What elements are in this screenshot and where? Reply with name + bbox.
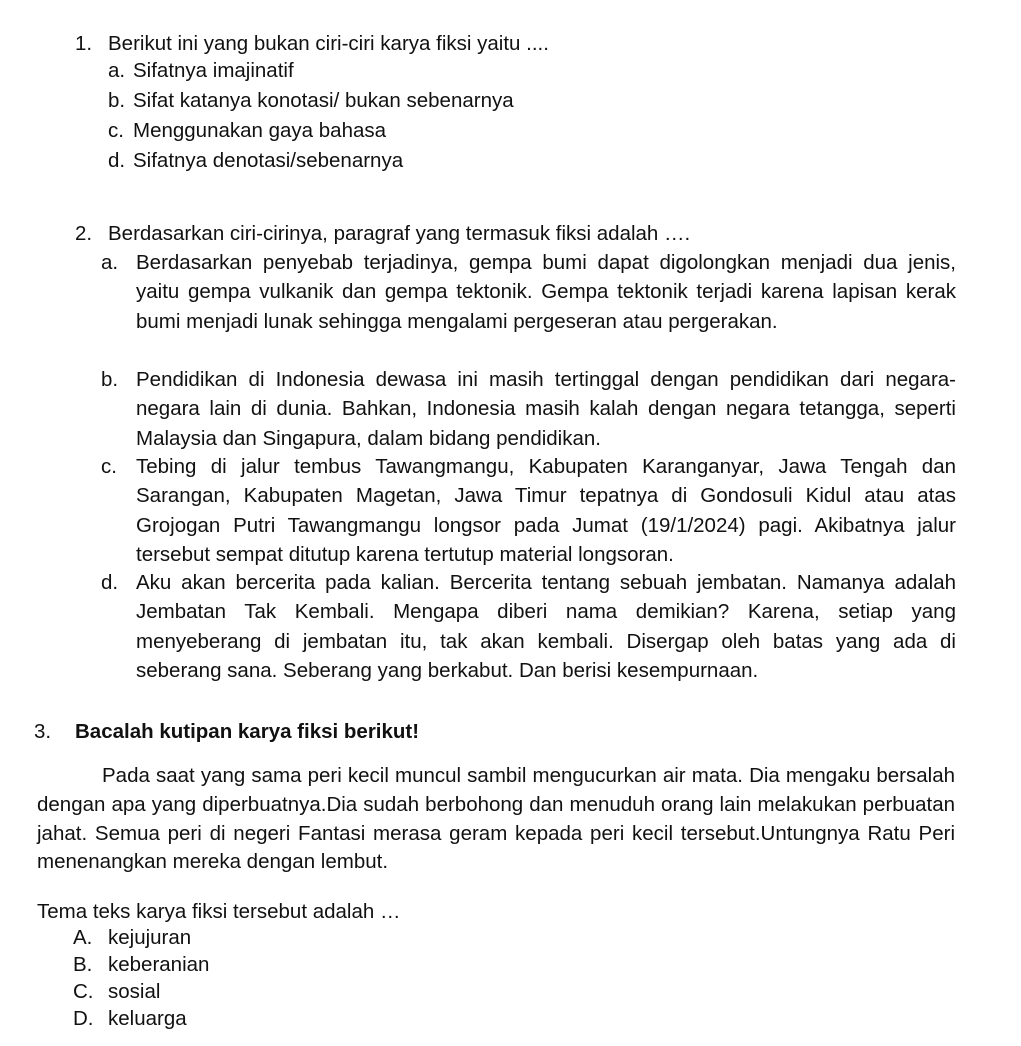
answer-option-b	[73, 951, 209, 978]
option-text: Tebing di jalur tembus Tawangmangu, Kabupaten Karanganyar, Jawa Tengah dan Sarangan, Kabupaten Magetan, Jawa Timur tepatnya di Gondosuli Kidul atau atas Grojogan Putri Tawangmangu longsor pada Jumat (19/1/2024) pagi. Akibatnya jalur tersebut sempat ditutup karena tertutup material longsoran.	[136, 455, 956, 566]
option-text: Sifatnya imajinatif	[133, 59, 294, 82]
option-label: D.	[73, 1007, 94, 1030]
option-text: kejujuran	[108, 926, 192, 949]
answer-option-b	[108, 86, 514, 116]
answer-option-d	[73, 1005, 209, 1032]
option-label: b.	[101, 368, 119, 391]
option-text: Sifat katanya konotasi/ bukan sebenarnya	[133, 89, 514, 112]
option-text: Aku akan bercerita pada kalian. Bercerita tentang sebuah jembatan. Namanya adalah Jembatan Tak Kembali. Mengapa diberi nama demikian? Karena, setiap yang menyeberang di jembatan itu, tak akan kembali. Disergap oleh batas yang ada di seberang sana. Seberang yang berkabut. Dan berisi kesempurnaan.	[136, 571, 956, 682]
answer-options	[73, 924, 209, 1032]
fiction-passage: Pada saat yang sama peri kecil muncul sambil mengucurkan air mata. Dia mengaku bersalah dengan apa yang diperbuatnya.Dia sudah berbohong dan menuduh orang lain melakukan perbuatan jahat. Semua peri di negeri Fantasi merasa geram kepada peri kecil tersebut.Untungnya Ratu Peri menenangkan mereka dengan lembut.	[37, 764, 955, 874]
option-text: keluarga	[108, 1007, 187, 1030]
option-label: d.	[101, 571, 119, 594]
option-label: c.	[101, 455, 117, 478]
question-number: 1.	[75, 32, 93, 55]
option-label: C.	[73, 980, 94, 1003]
answer-options	[108, 56, 514, 176]
option-label: a.	[108, 59, 126, 82]
option-label: b.	[108, 89, 126, 112]
option-text: Menggunakan gaya bahasa	[133, 119, 387, 142]
question-number: 2.	[75, 222, 93, 245]
answer-option-c	[108, 116, 514, 146]
option-text: Berdasarkan penyebab terjadinya, gempa bumi dapat digolongkan menjadi dua jenis, yaitu gempa vulkanik dan gempa tektonik. Gempa tektonik terjadi karena lapisan kerak bumi menjadi lunak sehingga mengalami pergeseran atau pergerakan.	[136, 251, 956, 333]
question-stem: Berdasarkan ciri-cirinya, paragraf yang termasuk fiksi adalah ….	[108, 222, 691, 245]
question-number: 3.	[34, 720, 52, 743]
question-stem: Tema teks karya fiksi tersebut adalah …	[37, 900, 401, 923]
option-text: keberanian	[108, 953, 210, 976]
option-label: a.	[101, 251, 119, 274]
option-text: Sifatnya denotasi/sebenarnya	[133, 149, 404, 172]
option-label: A.	[73, 926, 93, 949]
answer-option-a	[108, 56, 514, 86]
option-text: sosial	[108, 980, 161, 1003]
question-stem: Berikut ini yang bukan ciri-ciri karya fiksi yaitu ....	[108, 32, 549, 55]
option-label: B.	[73, 953, 93, 976]
option-text: Pendidikan di Indonesia dewasa ini masih tertinggal dengan pendidikan dari negara-negara lain di dunia. Bahkan, Indonesia masih kalah dengan negara tetangga, seperti Malaysia dan Singapura, dalam bidang pendidikan.	[136, 368, 956, 450]
option-label: d.	[108, 149, 126, 172]
question-heading: Bacalah kutipan karya fiksi berikut!	[75, 720, 420, 743]
answer-option-d	[108, 146, 514, 176]
answer-option-a	[73, 924, 209, 951]
option-label: c.	[108, 119, 124, 142]
answer-option-c	[73, 978, 209, 1005]
